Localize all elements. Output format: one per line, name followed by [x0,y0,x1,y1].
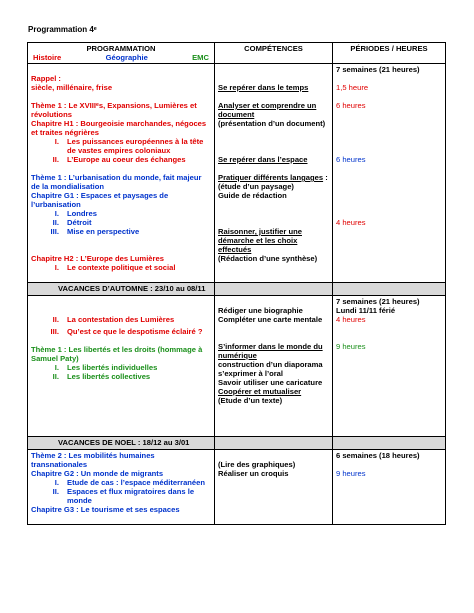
theme1-geographie-title: Thème 1 : L’urbanisation du monde, fait majeur de la mondialisation [31,173,202,191]
skill-carte-mentale: Compléter une carte mentale [218,315,323,324]
list-item: I. Londres [54,209,97,218]
list-item: II. Détroit [52,218,92,227]
chapter-h2-list [31,263,211,272]
list-item: II. Espaces et flux migratoires dans le monde [52,487,195,505]
duration-emc: 9 heures [336,342,366,351]
period-3-total: 6 semaines (18 heures) [336,451,420,460]
period-2-competences [215,296,333,437]
period-1-periodes [333,64,446,283]
period-2-programmation [28,296,215,437]
skill-langages: Pratiquer différents langages [218,173,324,182]
chapter-g2-title: Chapitre G2 : Un monde de migrants [31,469,164,478]
skill-texte: (Etude d’un texte) [218,396,283,405]
programmation-table [27,42,446,525]
subject-geographie: Géographie [105,53,148,62]
skill-guide: Guide de rédaction [218,191,287,200]
skill-temps: Se repérer dans le temps [218,83,309,92]
skill-oral: s’exprimer à l’oral [218,369,284,378]
vacation-autumn: VACANCES D’AUTOMNE : 23/10 au 08/11 [28,283,215,296]
list-item: I. Les puissances européennes à la tête de vastes empires coloniaux [54,137,204,155]
list-item: II. Les libertés collectives [52,372,151,381]
duration-g2: 9 heures [336,469,366,478]
chapter-g3-title: Chapitre G3 : Le tourisme et ses espaces [31,505,180,514]
skill-caricature: Savoir utiliser une caricature [218,378,323,387]
chapter-h2-continued-list [31,315,211,336]
holiday-note: Lundi 11/11 férié [336,306,396,315]
duration-h2: 4 heures [336,218,366,227]
duration-g1: 6 heures [336,155,366,164]
skill-analyser: Analyser et comprendre un document [218,101,317,119]
skill-numerique: S’informer dans le monde du numérique [218,342,323,360]
period-1-total: 7 semaines (21 heures) [336,65,420,74]
theme1-histoire-title: Thème 1 : Le XVIIIᵉs, Expansions, Lumières et révolutions [31,101,197,119]
skill-diaporama: construction d’un diaporama [218,360,323,369]
subject-histoire: Histoire [33,53,62,62]
period-3-programmation [28,450,215,525]
list-item: I. Les libertés individuelles [54,363,158,372]
skill-biographie: Rédiger une biographie [218,306,303,315]
list-item: I. Etude de cas : l’espace méditerranéen [54,478,206,487]
skill-graphiques: (Lire des graphiques) [218,460,296,469]
vacation-autumn-row [28,283,446,296]
chapter-h1-list [31,137,211,164]
period-1-competences [215,64,333,283]
duration-h1: 6 heures [336,101,366,110]
skill-langages-line [218,173,329,191]
duration-rappel: 1,5 heure [336,83,369,92]
rappel-content: siècle, millénaire, frise [31,83,113,92]
emc-theme1-title: Thème 1 : Les libertés et les droits (hommage à Samuel Paty) [31,345,203,363]
list-item: III. Mise en perspective [50,227,140,236]
vacation-christmas-row [28,437,446,450]
list-item: III. Qu’est ce que le despotisme éclairé ? [50,327,203,336]
table-header-row [28,43,446,64]
skill-analyser-detail: (présentation d’un document) [218,119,326,128]
period-2-total: 7 semaines (21 heures) [336,297,420,306]
header-programmation [28,43,215,64]
chapter-h2-title: Chapitre H2 : L’Europe des Lumières [31,254,164,263]
header-programmation-label: PROGRAMMATION [86,44,156,53]
header-competences: COMPÉTENCES [215,43,333,64]
duration-h2-continued: 4 heures [336,315,366,324]
vacation-christmas: VACANCES DE NOEL : 18/12 au 3/01 [28,437,215,450]
subject-emc: EMC [192,53,209,62]
skill-espace: Se repérer dans l’espace [218,155,308,164]
theme2-geographie-title: Thème 2 : Les mobilités humaines transnationales [31,451,155,469]
chapter-g1-title: Chapitre G1 : Espaces et paysages de l’urbanisation [31,191,169,209]
period-1-programmation [28,64,215,283]
header-subjects [31,53,211,62]
period-2-row [28,296,446,437]
skill-raisonner-detail: (Rédaction d’une synthèse) [218,254,318,263]
skill-cooperer: Coopérer et mutualiser [218,387,302,396]
list-item: II. La contestation des Lumières [52,315,175,324]
period-3-periodes [333,450,446,525]
period-2-periodes [333,296,446,437]
rappel-label: Rappel : [31,74,61,83]
chapter-h1-title: Chapitre H1 : Bourgeoisie marchandes, négoces et traites négrières [31,119,207,137]
chapter-g2-list [31,478,211,505]
header-periodes: PÉRIODES / HEURES [333,43,446,64]
skill-croquis: Réaliser un croquis [218,469,289,478]
emc-theme1-list [31,363,211,381]
period-1-row [28,64,446,283]
chapter-g1-list [31,209,211,236]
period-3-row [28,450,446,525]
list-item: II. L’Europe au coeur des échanges [52,155,186,164]
list-item: I. Le contexte politique et social [54,263,176,272]
document-title: Programmation 4ᵉ [28,25,97,34]
skill-langages-detail: : (étude d’un paysage) [218,173,328,191]
skill-raisonner: Raisonner, justifier une démarche et les choix effectués [218,227,302,254]
period-3-competences [215,450,333,525]
